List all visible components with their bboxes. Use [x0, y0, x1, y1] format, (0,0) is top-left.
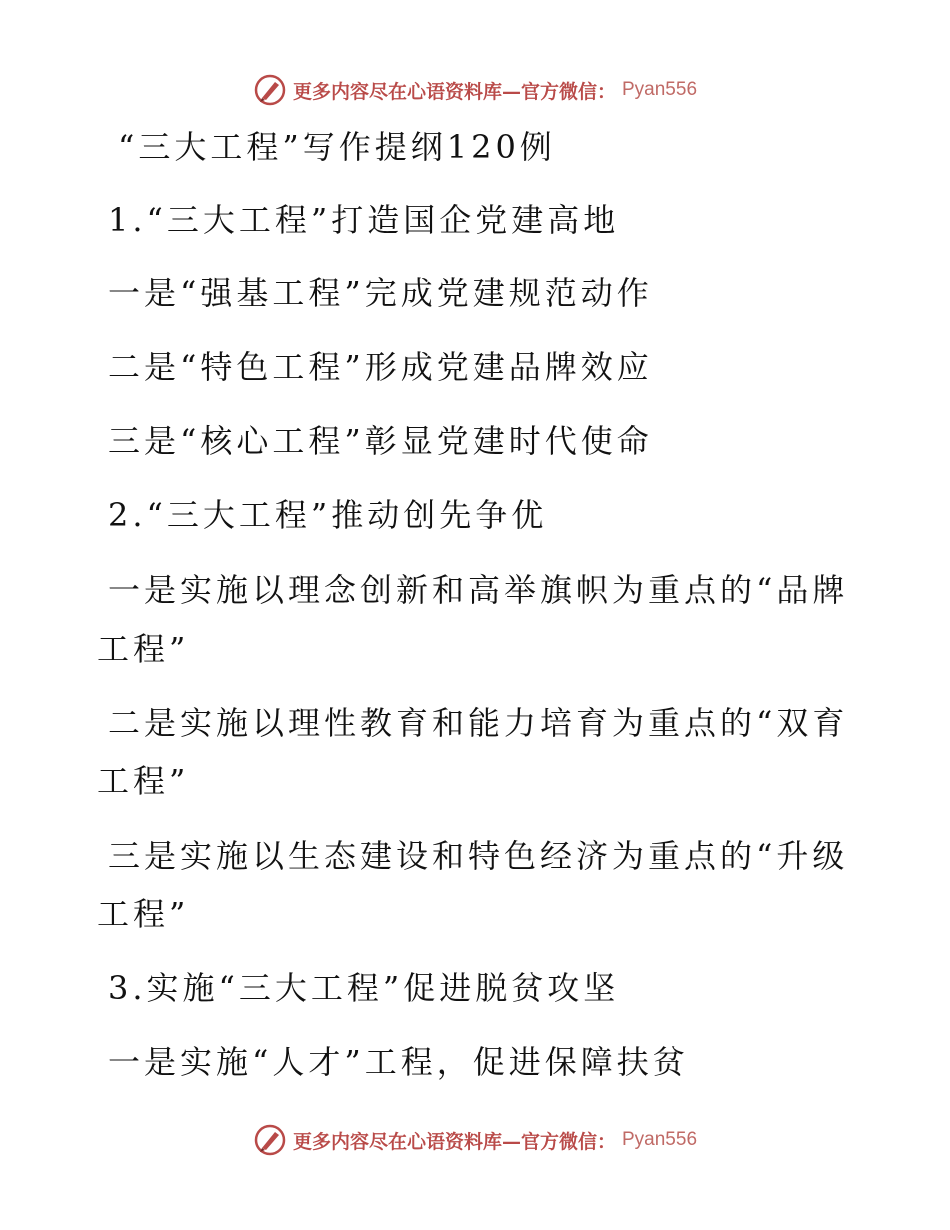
watermark-id: Pyan556 [622, 1129, 698, 1150]
text-line: 三是实施以生态建设和特色经济为重点的“升级 [108, 837, 849, 875]
text-line: 一是实施“人才”工程，促进保障扶贫 [108, 1043, 689, 1081]
document-title: “三大工程”写作提纲120例 [118, 128, 556, 166]
footer-watermark [0, 1120, 950, 1160]
text-line: 一是“强基工程”完成党建规范动作 [108, 274, 653, 312]
text-line: 工程” [97, 630, 190, 668]
text-line: 一是实施以理念创新和高举旗帜为重点的“品牌 [108, 571, 849, 609]
text-line: 二是实施以理性教育和能力培育为重点的“双育 [108, 704, 849, 742]
text-line: 三是“核心工程”彰显党建时代使命 [108, 422, 653, 460]
pen-logo-icon [253, 1123, 287, 1157]
text-line: 二是“特色工程”形成党建品牌效应 [108, 348, 653, 386]
watermark-id: Pyan556 [622, 79, 698, 100]
section-heading-2: 2.“三大工程”推动创先争优 [108, 496, 548, 534]
header-watermark [0, 70, 950, 110]
watermark-text: 更多内容尽在心语资料库—官方微信： [292, 1130, 616, 1153]
pen-logo-icon [253, 73, 287, 107]
section-heading-1: 1.“三大工程”打造国企党建高地 [108, 201, 620, 239]
text-line: 工程” [97, 895, 190, 933]
section-heading-3: 3.实施“三大工程”促进脱贫攻坚 [108, 969, 620, 1007]
watermark-text: 更多内容尽在心语资料库—官方微信： [292, 80, 616, 103]
text-line: 工程” [97, 762, 190, 800]
